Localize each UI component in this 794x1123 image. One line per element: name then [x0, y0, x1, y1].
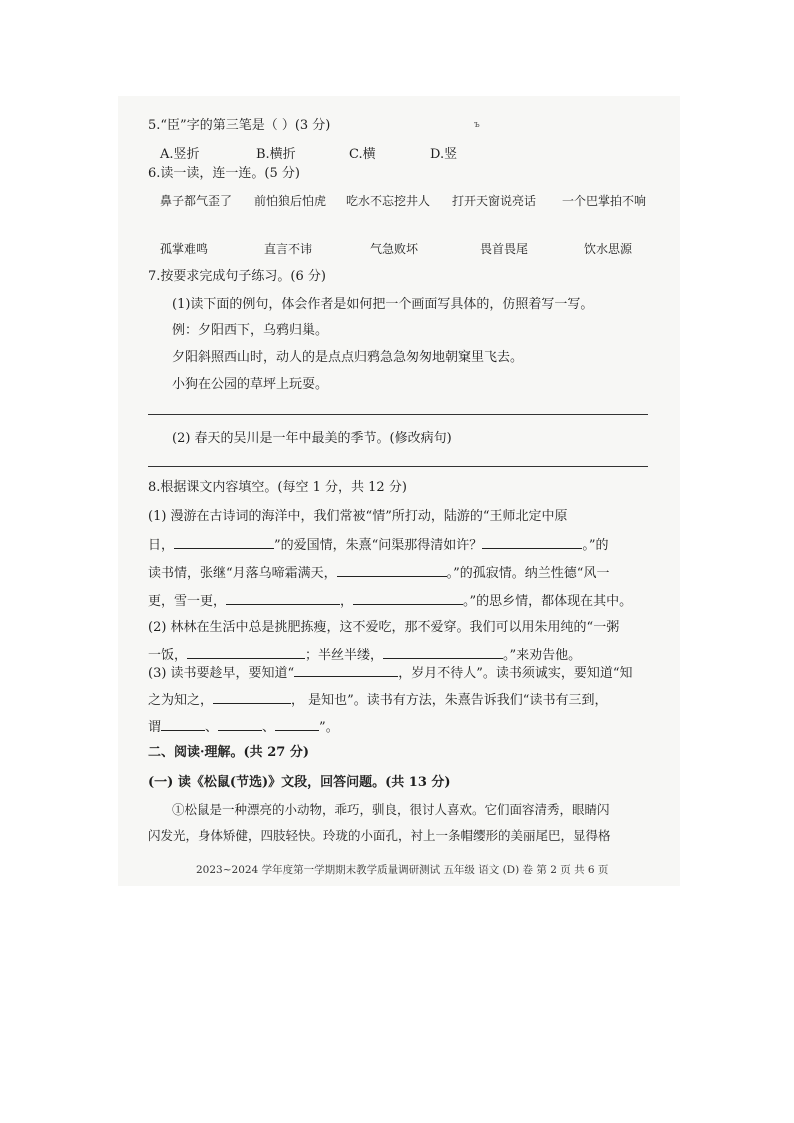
q8-line: (2) 林林在生活中总是挑肥拣瘦，这不爱吃，那不爱穿。我们可以用朱用纯的“一粥	[148, 620, 620, 635]
fill-blank[interactable]	[218, 718, 262, 731]
q7-prompt: 小狗在公园的草坪上玩耍。	[172, 377, 329, 392]
q6-top-item: 吃水不忘挖井人	[346, 194, 431, 208]
q6-bottom-item: 畏首畏尾	[480, 242, 529, 256]
q8-text: ；半丝半缕，	[305, 648, 384, 663]
q7-part2: (2) 春天的吴川是一年中最美的季节。(修改病句)	[172, 431, 452, 446]
fill-blank[interactable]	[294, 664, 398, 677]
fill-blank[interactable]	[174, 536, 274, 549]
q6-bottom-item: 气急败坏	[370, 242, 419, 256]
q8-text: (3) 读书要趁早，要知道“	[148, 666, 295, 681]
q8-text: ，岁月不待人”。读书须诚实，要知道“知	[398, 666, 633, 681]
q8-text: 读书情，张继“月落乌啼霜满天，	[148, 566, 337, 581]
q8-text: 。”的孤寂情。纳兰性德“风一	[446, 566, 610, 581]
q8-line: (1) 漫游在古诗词的海洋中，我们常被“情”所打动，陆游的“王师北定中原	[148, 509, 568, 524]
q7-stem: 7.按要求完成句子练习。(6 分)	[148, 269, 326, 284]
q8-text: ，	[340, 594, 354, 609]
q8-line	[148, 691, 607, 710]
speck-mark: ъ	[474, 120, 480, 130]
q8-line	[148, 592, 632, 611]
section-title: 二、阅读·理解。(共 27 分)	[148, 745, 309, 760]
q5-stem: 5.“臣”字的第三笔是（ ）(3 分)	[148, 118, 331, 133]
passage-line: 闪发光，身体矫健，四肢轻快。玲珑的小面孔，衬上一条帽缨形的美丽尾巴，显得格	[148, 828, 611, 843]
q7-example: 例：夕阳西下，乌鸦归巢。	[172, 323, 329, 338]
q7-answer-line-1	[148, 414, 648, 415]
fill-blank[interactable]	[161, 718, 205, 731]
q8-text: 。”的思乡情，都体现在其中。	[463, 594, 633, 609]
q8-text: 一饭，	[148, 648, 188, 663]
q6-stem: 6.读一读，连一连。(5 分)	[148, 166, 300, 181]
q8-text: 之为知之，	[148, 693, 214, 708]
q6-top-item: 鼻子都气歪了	[160, 194, 233, 208]
fill-blank[interactable]	[187, 646, 305, 659]
q6-bottom-item: 饮水思源	[584, 242, 633, 256]
q8-text: 。”的	[582, 538, 609, 553]
q6-bottom-item: 孤掌难鸣	[160, 242, 209, 256]
fill-blank[interactable]	[213, 691, 291, 704]
q7-example-expanded: 夕阳斜照西山时，动人的是点点归鸦急急匆匆地朝窠里飞去。	[172, 350, 524, 365]
q8-text: ， 是知也”。读书有方法，朱熹告诉我们“读书有三到，	[291, 693, 608, 708]
fill-blank[interactable]	[275, 718, 319, 731]
fill-blank[interactable]	[337, 564, 447, 577]
q7-answer-line-2	[148, 466, 648, 467]
fill-blank[interactable]	[383, 646, 503, 659]
fill-blank[interactable]	[353, 592, 463, 605]
q8-stem: 8.根据课文内容填空。(每空 1 分，共 12 分)	[148, 480, 407, 495]
q8-line	[148, 664, 633, 683]
q5-option-b: B.横折	[256, 147, 296, 162]
q6-top-item: 打开天窗说亮话	[452, 194, 537, 208]
passage-line: ①松鼠是一种漂亮的小动物，乖巧，驯良，很讨人喜欢。它们面容清秀，眼睛闪	[172, 802, 610, 817]
q5-option-d: D.竖	[430, 147, 458, 162]
q8-text: 。”来劝告他。	[503, 648, 582, 663]
q8-text: 谓	[148, 720, 162, 735]
q8-line	[148, 536, 608, 555]
q5-option-a: A.竖折	[160, 147, 200, 162]
page-footer: 2023~2024 学年度第一学期期末教学质量调研测试 五年级 语文 (D) 卷 第 2 页 共 6 页	[196, 864, 609, 876]
q8-text: 日，	[148, 538, 175, 553]
fill-blank[interactable]	[482, 536, 582, 549]
q8-text: 、	[205, 720, 219, 735]
q8-text: 更，雪一更，	[148, 594, 227, 609]
q6-top-item: 前怕狼后怕虎	[254, 194, 327, 208]
q8-line	[148, 564, 609, 583]
q8-line	[148, 646, 581, 665]
q8-text: ”。	[319, 720, 339, 735]
q5-option-c: C.横	[349, 147, 376, 162]
q6-bottom-item: 直言不讳	[264, 242, 313, 256]
q8-text: ”的爱国情，朱熹“问渠那得清如许？	[274, 538, 483, 553]
fill-blank[interactable]	[226, 592, 340, 605]
q8-text: 、	[262, 720, 276, 735]
q6-top-item: 一个巴掌拍不响	[562, 194, 647, 208]
subsection-title: (一) 读《松鼠(节选)》文段，回答问题。(共 13 分)	[148, 775, 451, 790]
q8-line	[148, 718, 339, 737]
q7-part1: (1)读下面的例句，体会作者是如何把一个画面写具体的，仿照着写一写。	[172, 297, 594, 312]
